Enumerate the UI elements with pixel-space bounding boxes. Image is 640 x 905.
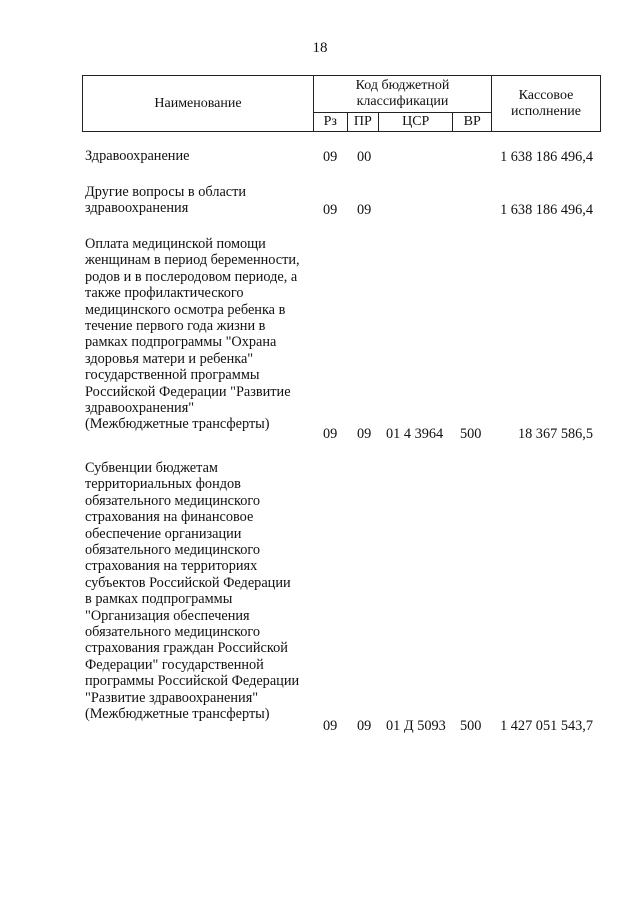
row-csr: 01 4 3964 <box>386 425 444 442</box>
row-rz: 09 <box>323 425 338 442</box>
page-number: 18 <box>312 40 328 56</box>
row-pr: 09 <box>357 425 372 442</box>
header-code-group <box>314 76 492 113</box>
table-header <box>82 75 601 132</box>
row-vr: 500 <box>460 717 482 734</box>
row-pr: 09 <box>357 717 372 734</box>
header-csr: ЦСР <box>379 113 453 132</box>
header-cash-text: Кассовое исполнение <box>511 87 581 119</box>
row-amount: 18 367 586,5 <box>517 425 593 442</box>
table-row <box>0 236 640 442</box>
row-amount: 1 638 186 496,4 <box>500 148 593 165</box>
table-row <box>0 184 640 218</box>
header-pr: ПР <box>347 113 379 132</box>
row-pr: 00 <box>357 148 372 165</box>
row-rz: 09 <box>323 148 338 165</box>
row-rz: 09 <box>323 201 338 218</box>
header-rz: Рз <box>314 113 348 132</box>
header-vr: ВР <box>453 113 492 132</box>
header-cash <box>492 76 601 132</box>
row-name: Субвенции бюджетам территориальных фондов обязательного медицинского страхования на финансовое обеспечение организации обязательного медицинского страхования на территориях субъектов Российской Федерации в рамках подпрограммы "Организация обеспечения обязательного медицинского страхования граждан Российской Федерации" государственной программы Российской Федерации "Развитие здравоохранения" (Межбюджетные трансферты) <box>85 460 300 723</box>
row-pr: 09 <box>357 201 372 218</box>
row-csr: 01 Д 5093 <box>386 717 446 734</box>
table-row <box>0 460 640 734</box>
table-row <box>0 148 640 165</box>
row-rz: 09 <box>323 717 338 734</box>
row-name: Здравоохранение <box>85 148 190 164</box>
header-name: Наименование <box>83 76 314 132</box>
row-name: Другие вопросы в области здравоохранения <box>85 184 247 217</box>
header-code-group-text: Код бюджетной классификации <box>355 78 450 109</box>
row-name: Оплата медицинской помощи женщинам в период беременности, родов и в послеродовом периоде, а также профилактического медицинского осмотра ребенка в течение первого года жизни в рамках подпрограммы "Охрана здоровья матери и ребенка" государственной программы Российской Федерации "Развитие здравоохранения" (Межбюджетные трансферты) <box>85 236 300 433</box>
row-amount: 1 427 051 543,7 <box>500 717 593 734</box>
row-amount: 1 638 186 496,4 <box>500 201 593 218</box>
row-vr: 500 <box>460 425 482 442</box>
